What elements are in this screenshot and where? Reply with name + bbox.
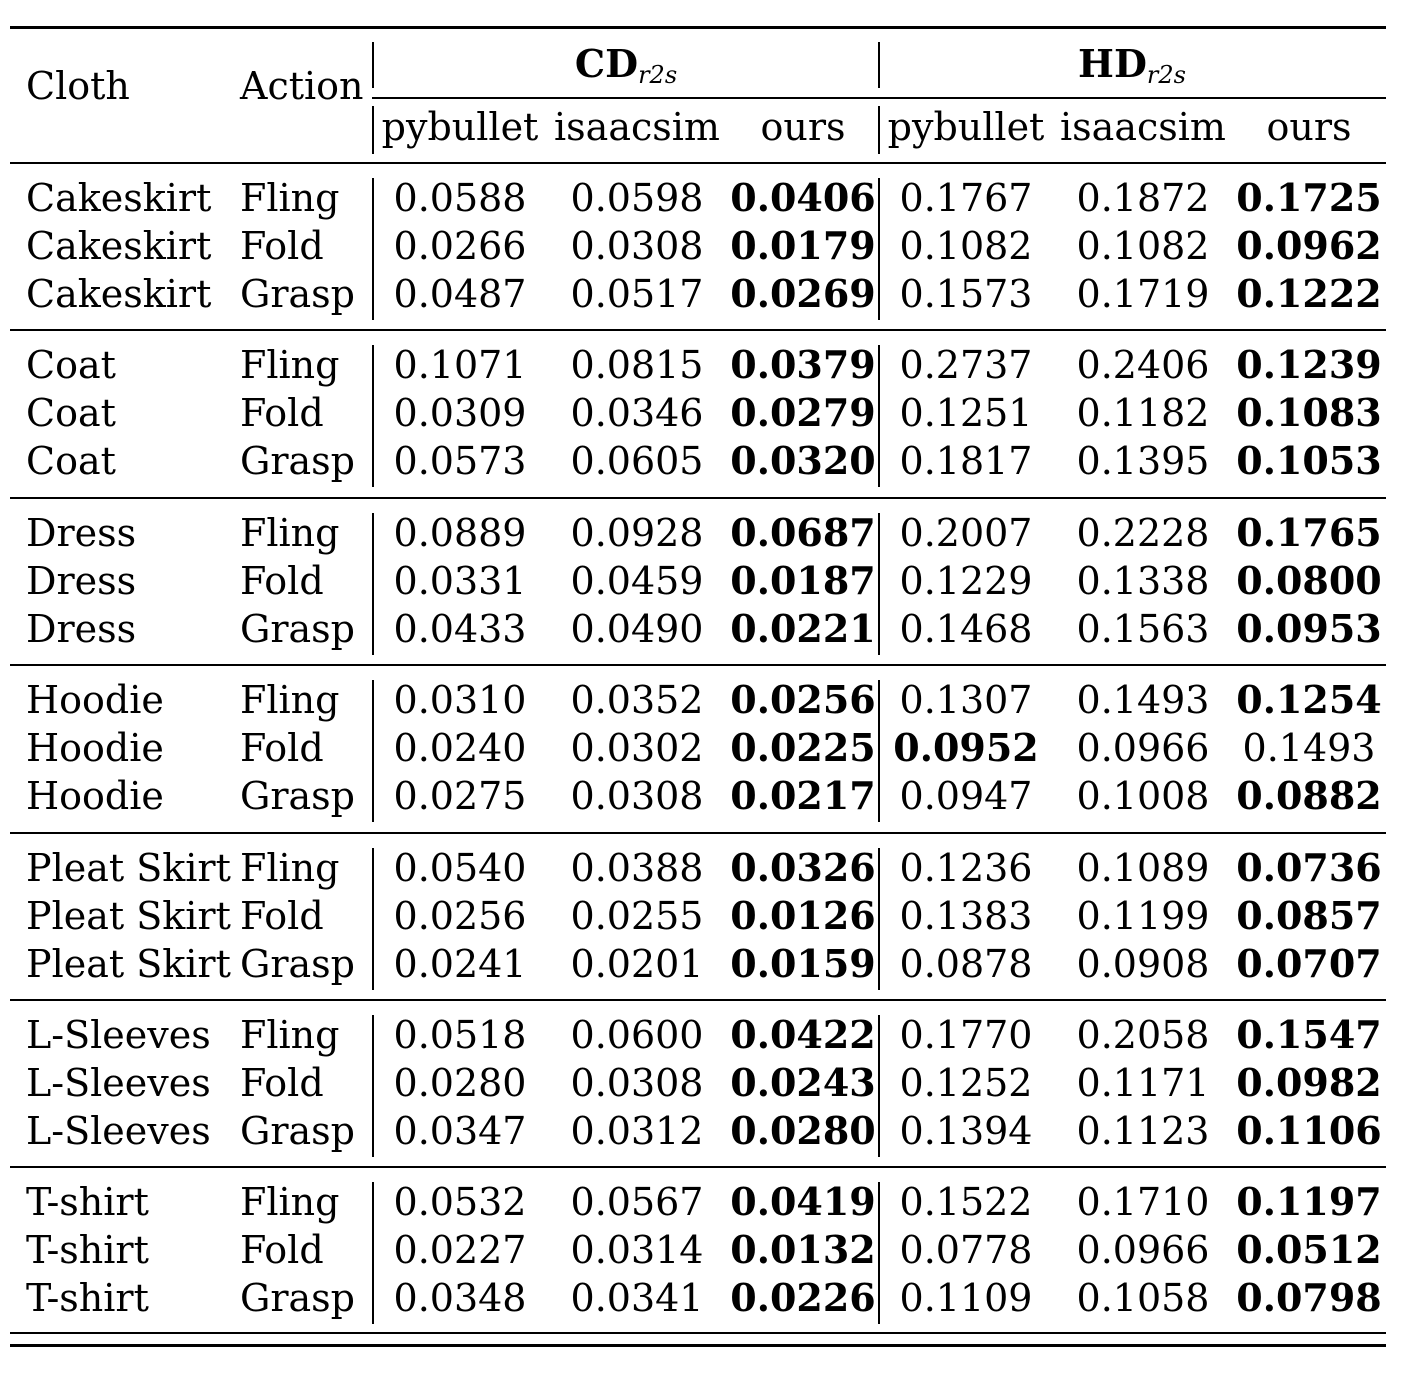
cell-cd-pybullet: 0.0256 [393,893,527,938]
cell-cloth: Cakeskirt [26,176,212,220]
group-vrule-hd [878,848,880,990]
cell-hd-isaacsim: 0.0966 [1076,1228,1210,1273]
cell-cd-ours: 0.0280 [730,1108,876,1153]
header-action: Action [240,64,364,108]
cell-hd-ours: 0.0962 [1236,223,1382,268]
cell-hd-isaacsim: 0.0908 [1076,941,1210,986]
cell-hd-pybullet: 0.1468 [899,606,1033,651]
cell-cd-ours: 0.0269 [730,271,876,316]
cell-hd-pybullet: 0.0778 [899,1228,1033,1273]
group-vrule-cd [372,680,374,822]
cell-hd-ours: 0.1493 [1242,726,1376,771]
cell-cd-pybullet: 0.0331 [393,558,527,603]
cell-cd-isaacsim: 0.0308 [570,1061,704,1105]
cell-cloth: T-shirt [26,1228,149,1273]
cell-cloth: Cakeskirt [26,224,212,268]
cell-action: Fold [240,558,324,603]
cell-cloth: Dress [26,606,137,651]
cell-hd-isaacsim: 0.1089 [1076,845,1210,890]
cell-hd-isaacsim: 0.1123 [1076,1109,1210,1153]
cell-cd-isaacsim: 0.0312 [570,1109,704,1153]
cell-cd-isaacsim: 0.0567 [570,1180,704,1225]
cell-hd-pybullet: 0.1573 [899,272,1033,316]
cell-hd-isaacsim: 0.2228 [1076,510,1210,555]
cell-cd-pybullet: 0.0275 [393,774,527,819]
cell-hd-pybullet: 0.1109 [899,1276,1033,1321]
group-vrule-hd [878,680,880,822]
cell-cd-pybullet: 0.0227 [393,1228,527,1273]
cell-cd-isaacsim: 0.0314 [570,1228,704,1273]
cell-cloth: Hoodie [26,726,164,771]
cell-hd-pybullet: 0.0952 [893,725,1039,771]
cell-hd-isaacsim: 0.1182 [1076,391,1210,436]
group-vrule-hd [878,1015,880,1157]
cell-cloth: Dress [26,558,137,603]
cell-hd-ours: 0.0882 [1236,773,1382,819]
cell-hd-isaacsim: 0.1171 [1076,1061,1210,1105]
cell-hd-ours: 0.0857 [1236,892,1382,938]
cell-hd-isaacsim: 0.1338 [1076,558,1210,603]
cell-cd-isaacsim: 0.0605 [570,439,704,484]
cell-cd-pybullet: 0.0348 [393,1276,527,1321]
group-vrule-hd [878,178,880,320]
cell-action: Grasp [240,774,356,819]
cell-cd-isaacsim: 0.0388 [570,845,704,890]
cell-action: Grasp [240,941,356,986]
cell-hd-ours: 0.1239 [1236,342,1382,388]
cell-cd-ours: 0.0379 [730,342,876,388]
cell-hd-pybullet: 0.1394 [899,1109,1033,1153]
group-separator-rule [10,832,1386,834]
group-separator-rule [10,497,1386,499]
cell-hd-pybullet: 0.1082 [899,224,1033,268]
cell-action: Fling [240,343,340,388]
cell-cloth: Dress [26,510,137,555]
cell-hd-ours: 0.1106 [1236,1108,1382,1153]
group-vrule-hd [878,1182,880,1324]
cell-cd-ours: 0.0243 [730,1060,876,1105]
cell-cloth: Cakeskirt [26,272,212,316]
cell-cd-isaacsim: 0.0308 [570,774,704,819]
cell-cd-ours: 0.0159 [730,940,876,986]
cell-cd-pybullet: 0.0889 [393,510,527,555]
cell-cd-isaacsim: 0.0928 [570,510,704,555]
cell-action: Grasp [240,1276,356,1321]
cell-hd-pybullet: 0.1252 [899,1061,1033,1105]
cell-action: Grasp [240,1109,356,1153]
header-cmidrule [372,97,1386,99]
cell-cd-pybullet: 0.0309 [393,391,527,436]
cell-hd-pybullet: 0.1236 [899,845,1033,890]
cell-cd-ours: 0.0320 [730,438,876,484]
cell-cloth: Hoodie [26,678,164,723]
cell-action: Fold [240,224,324,268]
cell-cd-isaacsim: 0.0490 [570,606,704,651]
cell-cd-ours: 0.0406 [730,175,876,220]
cell-cd-pybullet: 0.0487 [393,272,527,316]
cell-cloth: Pleat Skirt [26,845,231,890]
cell-cd-pybullet: 0.0433 [393,606,527,651]
group-vrule-hd [878,513,880,655]
group-separator-rule [10,664,1386,666]
header-vrule-cd [372,42,374,88]
cell-cloth: Pleat Skirt [26,893,231,938]
cell-hd-ours: 0.1222 [1236,271,1382,316]
cell-cd-pybullet: 0.0280 [393,1061,527,1105]
cell-cd-pybullet: 0.0241 [393,941,527,986]
group-separator-rule [10,329,1386,331]
cell-cd-ours: 0.0419 [730,1179,876,1225]
cell-hd-isaacsim: 0.2406 [1076,343,1210,388]
cell-hd-ours: 0.1083 [1236,390,1382,436]
cell-cd-isaacsim: 0.0308 [570,224,704,268]
cell-cd-ours: 0.0226 [730,1275,876,1321]
cell-cd-ours: 0.0187 [730,557,876,603]
cell-hd-ours: 0.0736 [1236,844,1382,890]
cell-cd-ours: 0.0422 [730,1012,876,1057]
cell-hd-ours: 0.0982 [1236,1060,1382,1105]
cell-cd-isaacsim: 0.0201 [570,941,704,986]
cell-cd-ours: 0.0326 [730,844,876,890]
cell-cd-isaacsim: 0.0255 [570,893,704,938]
header-group-hd [1078,40,1186,99]
header-vrule-cd-sub [372,106,374,154]
group-vrule-cd [372,1015,374,1157]
cell-cd-ours: 0.0256 [730,677,876,723]
cell-cloth: Hoodie [26,774,164,819]
group-vrule-hd [878,345,880,487]
cell-hd-pybullet: 0.1251 [899,391,1033,436]
cell-cd-pybullet: 0.0240 [393,726,527,771]
group-vrule-cd [372,848,374,990]
cell-cd-ours: 0.0179 [730,223,876,268]
cell-action: Fold [240,391,324,436]
cell-cd-pybullet: 0.0540 [393,845,527,890]
cell-cloth: Coat [26,343,116,388]
cell-hd-pybullet: 0.1383 [899,893,1033,938]
cell-hd-isaacsim: 0.1082 [1076,224,1210,268]
cell-hd-isaacsim: 0.1719 [1076,272,1210,316]
cell-hd-isaacsim: 0.1058 [1076,1276,1210,1321]
cell-hd-isaacsim: 0.1493 [1076,678,1210,723]
cell-hd-isaacsim: 0.1395 [1076,439,1210,484]
cell-hd-ours: 0.0953 [1236,605,1382,651]
subheader-isaacsim-hd: isaacsim [1060,105,1226,149]
cell-hd-ours: 0.1765 [1236,509,1382,555]
cell-hd-pybullet: 0.1817 [899,439,1033,484]
cell-action: Fling [240,176,340,220]
cell-cd-isaacsim: 0.0352 [570,678,704,723]
cell-hd-pybullet: 0.1522 [899,1180,1033,1225]
cell-cd-ours: 0.0225 [730,725,876,771]
top-rule [10,26,1386,29]
cell-action: Fold [240,726,324,771]
cell-cd-ours: 0.0217 [730,773,876,819]
cell-cd-isaacsim: 0.0517 [570,272,704,316]
cell-hd-pybullet: 0.1307 [899,678,1033,723]
cell-cd-pybullet: 0.1071 [393,343,527,388]
cell-action: Fling [240,845,340,890]
cell-cd-pybullet: 0.0573 [393,439,527,484]
cell-cd-isaacsim: 0.0600 [570,1013,704,1057]
cell-hd-pybullet: 0.1229 [899,558,1033,603]
cell-hd-pybullet: 0.2007 [899,510,1033,555]
cell-hd-pybullet: 0.1767 [899,176,1033,220]
cell-hd-pybullet: 0.1770 [899,1013,1033,1057]
cell-action: Grasp [240,439,356,484]
cell-cd-pybullet: 0.0347 [393,1109,527,1153]
cell-hd-pybullet: 0.0947 [899,774,1033,819]
cell-hd-ours: 0.0707 [1236,940,1382,986]
subheader-pybullet-cd: pybullet [381,105,539,149]
bottom-rule-1 [10,1332,1386,1334]
cell-cloth: L-Sleeves [26,1061,211,1105]
cell-hd-isaacsim: 0.1872 [1076,176,1210,220]
subheader-ours-hd: ours [1266,105,1352,149]
cell-cloth: T-shirt [26,1180,149,1225]
header-group-hd-sub: r2s [1146,61,1186,89]
cell-hd-isaacsim: 0.2058 [1076,1013,1210,1057]
cell-action: Fold [240,1228,324,1273]
subheader-ours-cd: ours [760,105,846,149]
cell-cloth: T-shirt [26,1276,149,1321]
group-vrule-cd [372,1182,374,1324]
header-group-hd-label: HD [1078,41,1147,86]
group-separator-rule [10,999,1386,1001]
cell-cloth: Coat [26,439,116,484]
cell-hd-pybullet: 0.2737 [899,343,1033,388]
cell-cd-pybullet: 0.0518 [393,1013,527,1057]
group-separator-rule [10,1166,1386,1168]
cell-hd-ours: 0.1725 [1236,175,1382,220]
header-vrule-hd-sub [878,106,880,154]
header-bottom-rule [10,162,1386,164]
cell-hd-ours: 0.1547 [1236,1012,1382,1057]
header-group-cd [575,40,677,99]
cell-action: Fling [240,1013,340,1057]
cell-hd-ours: 0.1254 [1236,677,1382,723]
group-vrule-cd [372,178,374,320]
cell-hd-ours: 0.0512 [1236,1227,1382,1273]
cell-cd-isaacsim: 0.0346 [570,391,704,436]
cell-cd-pybullet: 0.0266 [393,224,527,268]
cell-cd-isaacsim: 0.0302 [570,726,704,771]
cell-action: Grasp [240,606,356,651]
group-vrule-cd [372,513,374,655]
cell-action: Fling [240,510,340,555]
cell-hd-pybullet: 0.0878 [899,941,1033,986]
cell-cd-pybullet: 0.0532 [393,1180,527,1225]
cell-action: Fold [240,1061,324,1105]
cell-cd-ours: 0.0687 [730,509,876,555]
cell-hd-ours: 0.1197 [1236,1179,1382,1225]
bottom-rule-2 [10,1344,1386,1347]
cell-action: Fling [240,1180,340,1225]
subheader-pybullet-hd: pybullet [887,105,1045,149]
cell-cd-pybullet: 0.0310 [393,678,527,723]
cell-cd-isaacsim: 0.0598 [570,176,704,220]
cell-cloth: Pleat Skirt [26,941,231,986]
header-group-cd-label: CD [574,41,639,86]
cell-cd-pybullet: 0.0588 [393,176,527,220]
cell-action: Fold [240,893,324,938]
cell-hd-isaacsim: 0.0966 [1076,726,1210,771]
cell-hd-ours: 0.1053 [1236,438,1382,484]
cell-cloth: Coat [26,391,116,436]
cell-hd-isaacsim: 0.1008 [1076,774,1210,819]
group-vrule-cd [372,345,374,487]
cell-cd-ours: 0.0132 [730,1227,876,1273]
cell-action: Grasp [240,272,356,316]
cell-hd-ours: 0.0798 [1236,1275,1382,1321]
cell-cloth: L-Sleeves [26,1109,211,1153]
cell-cd-isaacsim: 0.0341 [570,1276,704,1321]
cell-hd-isaacsim: 0.1563 [1076,606,1210,651]
cell-cd-isaacsim: 0.0459 [570,558,704,603]
cell-action: Fling [240,678,340,723]
cell-cd-isaacsim: 0.0815 [570,343,704,388]
subheader-isaacsim-cd: isaacsim [554,105,720,149]
cell-cloth: L-Sleeves [26,1013,211,1057]
cell-hd-ours: 0.0800 [1236,557,1382,603]
header-group-cd-sub: r2s [638,61,678,89]
cell-cd-ours: 0.0221 [730,605,876,651]
cell-cd-ours: 0.0126 [730,892,876,938]
header-vrule-hd [878,42,880,88]
cell-cd-ours: 0.0279 [730,390,876,436]
cell-hd-isaacsim: 0.1199 [1076,893,1210,938]
header-cloth: Cloth [26,64,130,108]
cell-hd-isaacsim: 0.1710 [1076,1180,1210,1225]
